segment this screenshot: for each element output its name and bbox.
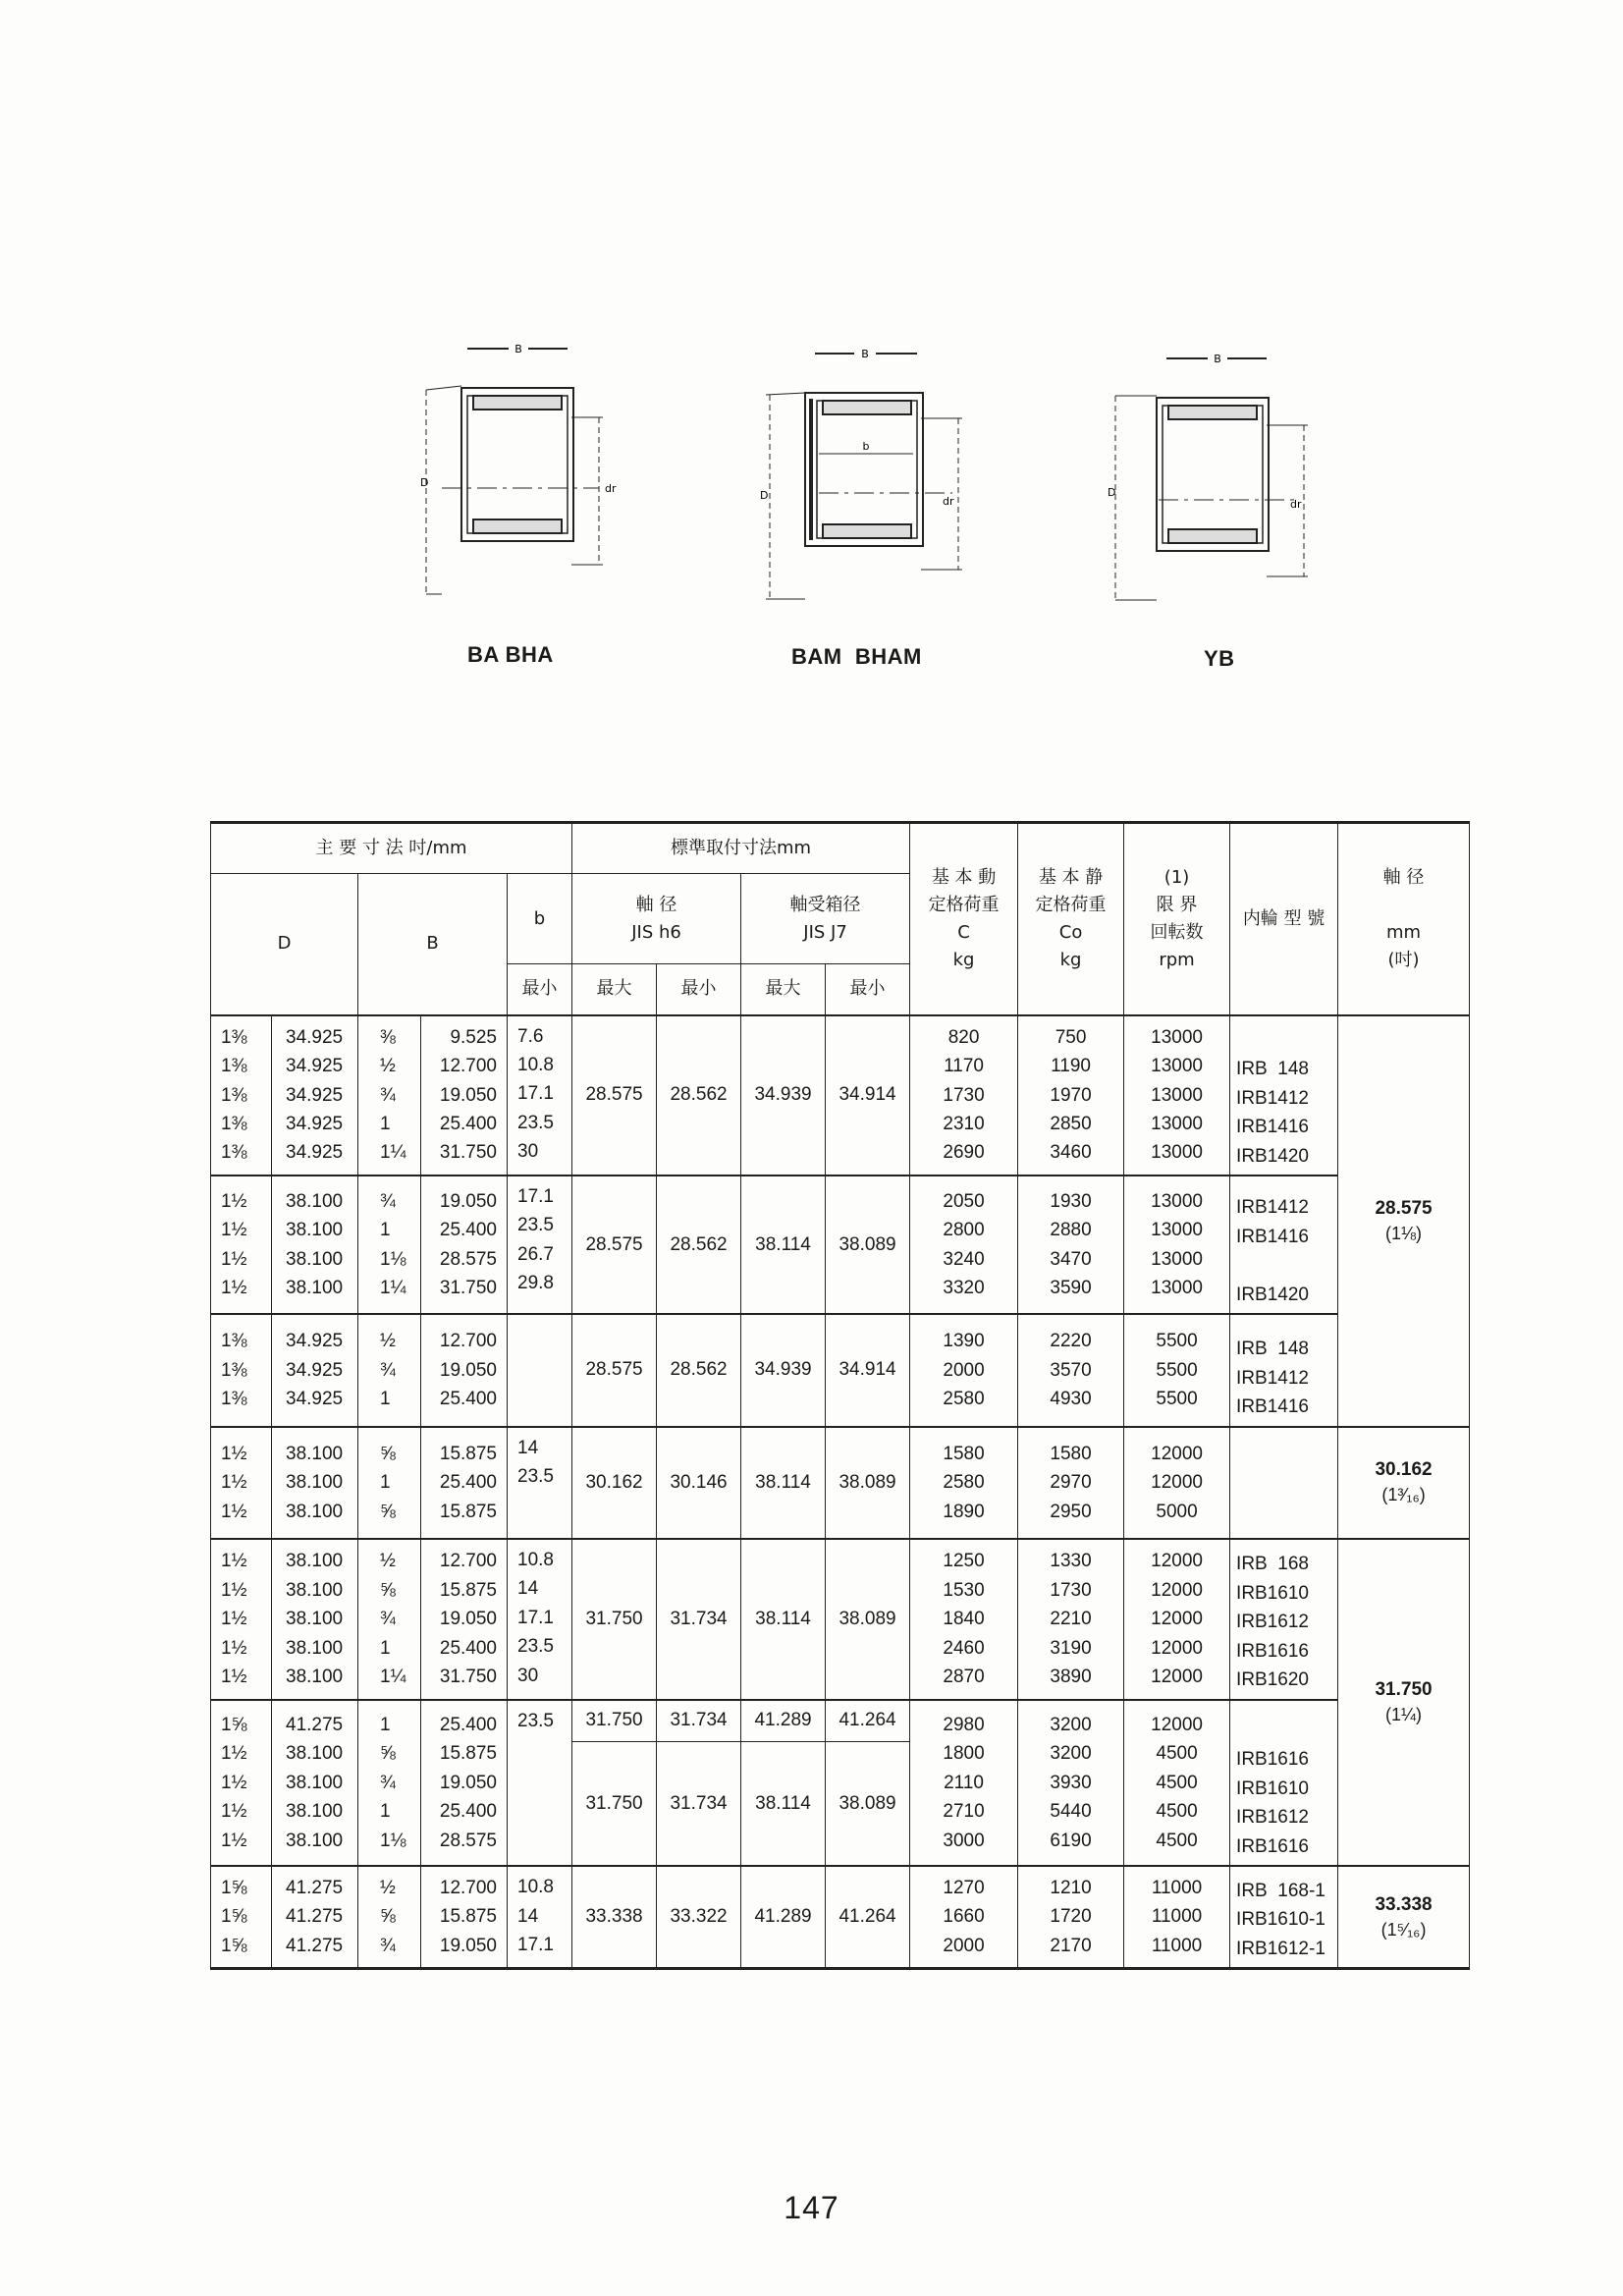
header-housing-min: 最小 xyxy=(826,964,910,1015)
dim-b-label: B xyxy=(861,348,869,360)
table-row xyxy=(211,1015,1470,1176)
housing-max-cell: 41.289 xyxy=(741,1866,826,1968)
dynamic-load-cell: 2980 1800 2110 2710 3000 xyxy=(943,1714,985,1851)
rpm-cell: 13000 13000 13000 13000 xyxy=(1151,1190,1203,1298)
bearing-drawing-ba-bha xyxy=(412,339,628,604)
inner-ring-cell: IRB 168-1 IRB1610-1 IRB1612-1 xyxy=(1236,1880,1325,1959)
b-min-cell: 14 23.5 xyxy=(517,1437,554,1487)
d-inch-cell: 1⅝ 1⅝ 1⅝ xyxy=(221,1877,247,1956)
diagram-yb xyxy=(1100,349,1325,614)
inner-ring-cell: IRB 148 IRB1412 IRB1416 IRB1420 xyxy=(1236,1059,1309,1167)
shaft-dia-cell: 30.162 (1³⁄₁₆) xyxy=(1338,1427,1470,1539)
b-min-cell: 17.1 23.5 26.7 29.8 xyxy=(517,1186,554,1294)
housing-min-cell: 38.089 xyxy=(826,1175,910,1314)
shaft-min-cell: 30.146 xyxy=(657,1427,741,1539)
rpm-cell: 12000 4500 4500 4500 4500 xyxy=(1151,1714,1203,1851)
dynamic-load-cell: 820 1170 1730 2310 2690 xyxy=(943,1026,985,1164)
header-col-b: B xyxy=(358,874,508,1015)
dim-d-label: D xyxy=(420,476,429,489)
header-housing-jis: 軸受箱径 JIS J7 xyxy=(741,874,910,964)
shaft-min-cell: 31.734 xyxy=(657,1539,741,1700)
housing-max-cell: 38.114 xyxy=(741,1427,826,1539)
b-inch-cell: ⅝ 1 ⅝ xyxy=(380,1443,396,1522)
header-limit-speed: (1) 限 界 回転数 rpm xyxy=(1124,823,1230,1015)
shaft-dia-cell: 33.338 (1⁵⁄₁₆) xyxy=(1338,1866,1470,1968)
table-row xyxy=(211,1539,1470,1700)
header-static-load: 基 本 静 定格荷重 Co kg xyxy=(1018,823,1124,1015)
housing-max-cell: 41.289 xyxy=(741,1700,826,1742)
b-inch-cell: ½ ⅝ ¾ 1 1¼ xyxy=(380,1551,406,1687)
d-inch-cell: 1⅜ 1⅜ 1⅜ xyxy=(221,1331,247,1410)
diagram-label-yb: YB xyxy=(1204,646,1235,671)
inner-ring-cell: IRB 168 IRB1610 IRB1612 IRB1616 IRB1620 xyxy=(1236,1554,1309,1691)
header-inner-ring: 内輪 型 號 xyxy=(1230,823,1338,1015)
shaft-max-cell: 30.162 xyxy=(572,1427,657,1539)
header-shaft-dia: 軸 径 mm (吋) xyxy=(1338,823,1470,1015)
shaft-min-cell: 28.562 xyxy=(657,1015,741,1176)
b-mm-cell: 15.875 25.400 15.875 xyxy=(439,1443,497,1522)
b-inch-cell: ¾ 1 1⅛ 1¼ xyxy=(380,1190,406,1298)
b-mm-cell: 25.400 15.875 19.050 25.400 28.575 xyxy=(439,1714,497,1851)
inner-ring-cell: IRB1412 IRB1416 IRB1420 xyxy=(1236,1197,1309,1305)
dim-dr-label: dr xyxy=(943,495,954,508)
housing-min-cell: 38.089 xyxy=(826,1427,910,1539)
header-b-min: 最小 xyxy=(508,964,572,1015)
b-mm-cell: 12.700 19.050 25.400 xyxy=(439,1331,497,1410)
static-load-cell: 2220 3570 4930 xyxy=(1050,1331,1092,1410)
shaft-max-cell: 28.575 xyxy=(572,1314,657,1426)
table-row xyxy=(211,1866,1470,1968)
d-inch-cell: 1⅜ 1⅜ 1⅜ 1⅜ 1⅜ xyxy=(221,1026,247,1164)
dim-b-label: B xyxy=(1214,353,1221,365)
dim-dr-label: dr xyxy=(605,482,617,495)
table-row xyxy=(211,1175,1470,1314)
diagram-ba-bha xyxy=(412,339,628,604)
page-number: 147 xyxy=(784,2190,839,2225)
static-load-cell: 1210 1720 2170 xyxy=(1050,1877,1092,1956)
diagram-bam-bham xyxy=(756,344,982,609)
dim-d-label: D xyxy=(1108,486,1116,499)
d-inch-cell: 1½ 1½ 1½ 1½ xyxy=(221,1190,247,1298)
housing-min-cell: 34.914 xyxy=(826,1314,910,1426)
b-mm-cell: 12.700 15.875 19.050 xyxy=(439,1877,497,1956)
housing-max-cell: 38.114 xyxy=(741,1539,826,1700)
header-shaft-max: 最大 xyxy=(572,964,657,1015)
static-load-cell: 1580 2970 2950 xyxy=(1050,1443,1092,1522)
b-min-cell: 23.5 xyxy=(517,1710,554,1731)
static-load-cell: 1930 2880 3470 3590 xyxy=(1050,1190,1092,1298)
table-row xyxy=(211,1314,1470,1426)
dim-dr-label: dr xyxy=(1290,498,1302,511)
housing-min-cell: 34.914 xyxy=(826,1015,910,1176)
housing-min-cell: 41.264 xyxy=(826,1700,910,1742)
header-shaft-jis: 軸 径 JIS h6 xyxy=(572,874,741,964)
header-main-dims: 主 要 寸 法 吋/mm xyxy=(211,823,572,874)
shaft-min-cell: 31.734 xyxy=(657,1700,741,1742)
rpm-cell: 13000 13000 13000 13000 13000 xyxy=(1151,1026,1203,1164)
dynamic-load-cell: 1390 2000 2580 xyxy=(943,1331,985,1410)
shaft-min-cell: 33.322 xyxy=(657,1866,741,1968)
d-inch-cell: 1⅝ 1½ 1½ 1½ 1½ xyxy=(221,1714,247,1851)
static-load-cell: 750 1190 1970 2850 3460 xyxy=(1050,1026,1092,1164)
d-inch-cell: 1½ 1½ 1½ 1½ 1½ xyxy=(221,1551,247,1687)
shaft-max-cell: 31.750 xyxy=(572,1700,657,1742)
table-row xyxy=(211,1700,1470,1742)
dim-b-small-label: b xyxy=(862,440,870,453)
shaft-max-cell: 28.575 xyxy=(572,1175,657,1314)
b-inch-cell: 1 ⅝ ¾ 1 1⅛ xyxy=(380,1714,406,1851)
header-dynamic-load: 基 本 動 定格荷重 C kg xyxy=(910,823,1018,1015)
static-load-cell: 1330 1730 2210 3190 3890 xyxy=(1050,1551,1092,1687)
shaft-max-cell: 33.338 xyxy=(572,1866,657,1968)
dynamic-load-cell: 1270 1660 2000 xyxy=(943,1877,985,1956)
rpm-cell: 11000 11000 11000 xyxy=(1151,1877,1203,1956)
d-mm-cell: 34.925 34.925 34.925 xyxy=(286,1331,344,1410)
bearing-drawing-yb xyxy=(1100,349,1325,614)
d-mm-cell: 41.275 38.100 38.100 38.100 38.100 xyxy=(286,1714,344,1851)
shaft-max-cell: 28.575 xyxy=(572,1015,657,1176)
b-min-cell: 10.8 14 17.1 xyxy=(517,1877,554,1956)
bearing-drawing-bam-bham xyxy=(756,344,982,609)
housing-min-cell: 38.089 xyxy=(826,1539,910,1700)
shaft-min-cell: 28.562 xyxy=(657,1314,741,1426)
inner-ring-cell: IRB 148 IRB1412 IRB1416 xyxy=(1236,1339,1309,1418)
d-mm-cell: 41.275 41.275 41.275 xyxy=(286,1877,344,1956)
shaft-min-cell: 31.734 xyxy=(657,1741,741,1866)
b-min-cell: 10.8 14 17.1 23.5 30 xyxy=(517,1550,554,1686)
static-load-cell: 3200 3200 3930 5440 6190 xyxy=(1050,1714,1092,1851)
header-housing-max: 最大 xyxy=(741,964,826,1015)
shaft-min-cell: 28.562 xyxy=(657,1175,741,1314)
b-inch-cell: ⅜ ½ ¾ 1 1¼ xyxy=(380,1026,406,1164)
b-min-cell: 7.6 10.8 17.1 23.5 30 xyxy=(517,1025,554,1163)
dynamic-load-cell: 1250 1530 1840 2460 2870 xyxy=(943,1551,985,1687)
housing-max-cell: 38.114 xyxy=(741,1741,826,1866)
housing-min-cell: 38.089 xyxy=(826,1741,910,1866)
header-col-b-small: b xyxy=(508,874,572,964)
d-mm-cell: 38.100 38.100 38.100 xyxy=(286,1443,344,1522)
shaft-max-cell: 31.750 xyxy=(572,1741,657,1866)
b-mm-cell: 12.700 15.875 19.050 25.400 31.750 xyxy=(439,1551,497,1687)
d-mm-cell: 34.925 34.925 34.925 34.925 34.925 xyxy=(286,1026,344,1164)
inner-ring-cell: IRB1616 IRB1610 IRB1612 IRB1616 xyxy=(1236,1749,1309,1857)
d-mm-cell: 38.100 38.100 38.100 38.100 xyxy=(286,1190,344,1298)
rpm-cell: 12000 12000 12000 12000 12000 xyxy=(1151,1551,1203,1687)
housing-max-cell: 34.939 xyxy=(741,1015,826,1176)
d-mm-cell: 38.100 38.100 38.100 38.100 38.100 xyxy=(286,1551,344,1687)
b-inch-cell: ½ ¾ 1 xyxy=(380,1331,396,1410)
b-inch-cell: ½ ⅝ ¾ xyxy=(380,1877,396,1956)
dim-d-label: D xyxy=(760,489,769,502)
diagram-label-ba-bha: BA BHA xyxy=(467,642,554,667)
header-col-d: D xyxy=(211,874,358,1015)
housing-min-cell: 41.264 xyxy=(826,1866,910,1968)
shaft-dia-cell: 31.750 (1¼) xyxy=(1338,1539,1470,1866)
diagram-label-bam-bham: BAM BHAM xyxy=(791,644,922,669)
b-mm-cell: 19.050 25.400 28.575 31.750 xyxy=(439,1190,497,1298)
dim-b-label: B xyxy=(514,343,522,355)
rpm-cell: 12000 12000 5000 xyxy=(1151,1443,1203,1522)
housing-max-cell: 34.939 xyxy=(741,1314,826,1426)
shaft-dia-cell: 28.575 (1⅛) xyxy=(1338,1015,1470,1427)
dynamic-load-cell: 2050 2800 3240 3320 xyxy=(943,1190,985,1298)
shaft-max-cell: 31.750 xyxy=(572,1539,657,1700)
dynamic-load-cell: 1580 2580 1890 xyxy=(943,1443,985,1522)
header-shaft-min: 最小 xyxy=(657,964,741,1015)
housing-max-cell: 38.114 xyxy=(741,1175,826,1314)
header-std-mount: 標準取付寸法mm xyxy=(572,823,910,874)
table-row xyxy=(211,1427,1470,1539)
b-mm-cell: 9.525 12.700 19.050 25.400 31.750 xyxy=(439,1026,497,1164)
d-inch-cell: 1½ 1½ 1½ xyxy=(221,1443,247,1522)
rpm-cell: 5500 5500 5500 xyxy=(1156,1331,1198,1410)
bearing-dimension-table xyxy=(210,821,1470,1970)
